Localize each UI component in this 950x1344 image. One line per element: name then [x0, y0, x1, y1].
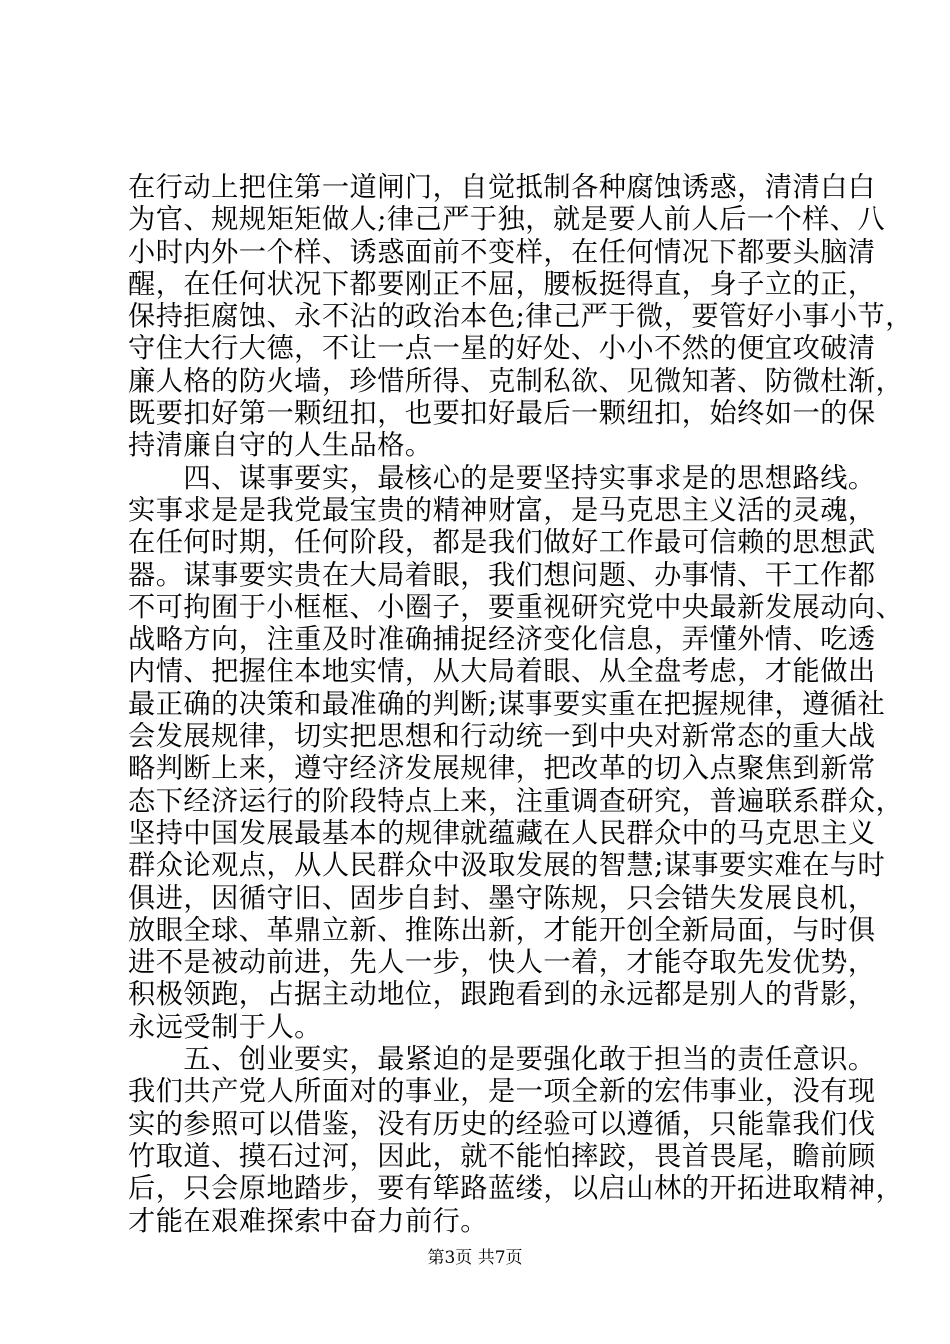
text-line: 保持拒腐蚀、永不沾的政治本色;律己严于微，要管好小事小节，: [128, 301, 913, 333]
text-line: 不可拘囿于小框框、小圈子，要重视研究党中央最新发展动向、: [128, 591, 904, 623]
text-line: 最正确的决策和最准确的判断;谋事要实重在把握规律，遵循社: [128, 688, 886, 720]
text-line: 守住大行大德，不让一点一星的好处、小小不然的便宜攻破清: [128, 333, 876, 365]
text-line: 俱进，因循守旧、固步自封、墨守陈规，只会错失发展良机，: [128, 882, 876, 914]
text-line: 小时内外一个样、诱惑面前不变样，在任何情况下都要头脑清: [128, 236, 876, 268]
text-line: 廉人格的防火墙，珍惜所得、克制私欲、见微知著、防微杜渐，: [128, 365, 904, 397]
document-body: [128, 172, 913, 1238]
page-number-footer: 第3页 共7页: [427, 1248, 523, 1268]
text-line: 器。谋事要实贵在大局着眼，我们想问题、办事情、干工作都: [128, 559, 876, 591]
text-line: 竹取道、摸石过河，因此，就不能怕摔跤，畏首畏尾，瞻前顾: [128, 1140, 876, 1172]
text-line: 持清廉自守的人生品格。: [128, 430, 433, 462]
text-line: 进不是被动前进，先人一步，快人一着，才能夺取先发优势，: [128, 947, 876, 979]
text-line: 会发展规律，切实把思想和行动统一到中央对新常态的重大战: [128, 721, 876, 753]
text-line: 积极领跑，占据主动地位，跟跑看到的永远都是别人的背影，: [128, 979, 876, 1011]
text-line: 群众论观点，从人民群众中汲取发展的智慧;谋事要实难在与时: [128, 850, 886, 882]
text-line: 实的参照可以借鉴，没有历史的经验可以遵循，只能靠我们伐: [128, 1108, 876, 1140]
text-line: 后，只会原地踏步，要有筚路蓝缕，以启山林的开拓进取精神，: [128, 1173, 904, 1205]
text-line: 既要扣好第一颗纽扣，也要扣好最后一颗纽扣，始终如一的保: [128, 398, 876, 430]
text-line: 才能在艰难探索中奋力前行。: [128, 1205, 488, 1237]
text-line: 永远受制于人。: [128, 1011, 322, 1043]
text-line: 内情、把握住本地实情，从大局着眼、从全盘考虑，才能做出: [128, 656, 876, 688]
paragraph-heading-4: 四、谋事要实，最核心的是要坚持实事求是的思想路线。: [128, 462, 876, 494]
text-line: 战略方向，注重及时准确捕捉经济变化信息，弄懂外情、吃透: [128, 624, 876, 656]
text-line: 略判断上来，遵守经济发展规律，把改革的切入点聚焦到新常: [128, 753, 876, 785]
text-line: 在任何时期，任何阶段，都是我们做好工作最可信赖的思想武: [128, 527, 876, 559]
text-line: 醒，在任何状况下都要刚正不屈，腰板挺得直，身子立的正，: [128, 268, 876, 300]
text-line: 为官、规规矩矩做人;律己严于独，就是要人前人后一个样、八: [128, 204, 886, 236]
text-line: 在行动上把住第一道闸门，自觉抵制各种腐蚀诱惑，清清白白: [128, 172, 876, 203]
text-line: 我们共产党人所面对的事业，是一项全新的宏伟事业，没有现: [128, 1076, 876, 1108]
paragraph-heading-5: 五、创业要实，最紧迫的是要强化敢于担当的责任意识。: [128, 1044, 876, 1076]
text-line: 实事求是是我党最宝贵的精神财富，是马克思主义活的灵魂，: [128, 494, 876, 526]
text-line: 放眼全球、革鼎立新、推陈出新，才能开创全新局面，与时俱: [128, 914, 876, 946]
text-line: 坚持中国发展最基本的规律就蕴藏在人民群众中的马克思主义: [128, 817, 876, 849]
text-line: 态下经济运行的阶段特点上来，注重调查研究，普遍联系群众，: [128, 785, 904, 817]
